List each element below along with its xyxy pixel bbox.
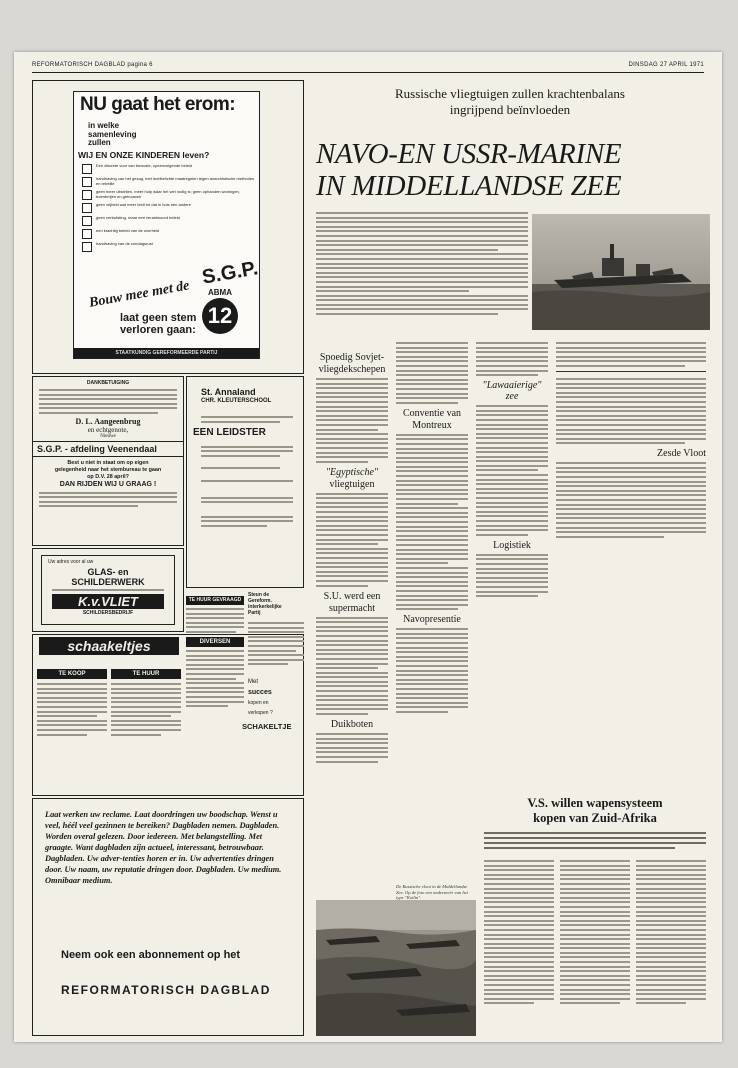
text-line: [201, 421, 280, 423]
subhead-egyptische: "Egyptische": [325, 466, 379, 478]
vote-line: gelegenheid naar het stembureau te gaan: [54, 466, 162, 473]
vote-line: Best u niet in staat om op eigen: [67, 459, 149, 466]
text-line: [201, 450, 293, 452]
checkbox-icon: [82, 177, 92, 187]
checklist-item: geen vrijheid wat meer leidt tot dat in huis een andere: [82, 203, 257, 213]
text-line: [39, 496, 177, 498]
fleet-photo: [316, 900, 476, 1036]
vliet-title-1: GLAS- en: [87, 567, 129, 577]
text-line: [39, 407, 177, 409]
aside-brand: SCHAKELTJE: [242, 722, 292, 732]
checklist-item: een krachtig beleid van de overheid: [82, 229, 257, 239]
checkbox-icon: [82, 229, 92, 239]
checkbox-icon: [82, 164, 92, 174]
aside-succes: succes: [248, 689, 272, 697]
article-lede: [316, 212, 528, 318]
dank-names: D. L. Aangeenbrug: [75, 416, 141, 426]
kicker-line-1: Russische vliegtuigen zullen krachtenbalans: [395, 86, 625, 101]
annaland-body: [201, 446, 293, 527]
text-line: [201, 501, 293, 503]
promo-text: Laat werken uw reclame. Laat doordringen uw boodschap. Wenst u veel, héél veel gezinnen te bereiken? Dagbladen nemen. Dagbladen. Worden overal gelezen. Door iedereen. Met belangstelling. Met graagte. Want dagbladen zijn actueel, interessant, betrouwbaar. Dagbladen. Uw adver-tenties horen er in. Uw advertenties dringen door. Uw naam, uw reputatie dringen door. Dagbladen. Uw medium. Omnibaar medium.: [45, 810, 282, 885]
text-line: [39, 403, 177, 405]
warship-image: [532, 214, 710, 330]
article-kicker: [314, 86, 706, 118]
text-line: [201, 520, 293, 522]
checklist-item: Een discrete voor van bewuste, opeenvolgende beleid: [82, 164, 257, 174]
text-line: [201, 516, 293, 518]
te-koop-text: [37, 683, 107, 738]
text-line: [201, 467, 280, 469]
second-title-1: V.S. willen wapensysteem: [527, 796, 663, 810]
text-line: [201, 416, 293, 418]
checkbox-icon: [82, 190, 92, 200]
ad-checklist: [82, 164, 257, 255]
text-line: [201, 446, 293, 448]
vliet-text: [52, 589, 164, 591]
text-line: [201, 497, 293, 499]
vote-line: DAN RIJDEN WIJ U GRAAG !: [59, 480, 157, 488]
aside-verkopen: verkopen ?: [248, 710, 273, 717]
article-title: [316, 138, 708, 202]
vote-text: [39, 492, 177, 508]
te-huur-text: [111, 683, 181, 738]
text-line: [39, 398, 177, 400]
aside-kopen: kopen en: [248, 700, 269, 707]
ad-slogan: Bouw mee met de: [88, 278, 191, 311]
te-koop-header: TE KOOP: [37, 669, 107, 679]
text-line: [39, 505, 138, 507]
subhead-conventie-2: Montreux: [412, 419, 452, 431]
dankbetuiging-ad: [32, 376, 184, 546]
subhead-conventie: Conventie van: [402, 407, 462, 419]
vliet-ad: [32, 548, 184, 632]
schakeltjes-logo: schaakeltjes: [39, 637, 179, 655]
vliet-name: K.v.VLIET: [52, 594, 164, 609]
aside-text: [248, 622, 304, 665]
newspaper-page: [14, 52, 722, 1042]
gevraagd-text: [186, 608, 244, 633]
title-line-1: NAVO-EN USSR-MARINE: [316, 138, 622, 170]
second-article-lede: [484, 832, 706, 852]
aside-met: Met: [248, 679, 259, 686]
diversen-header: DIVERSEN: [186, 637, 244, 647]
second-article-col-3: [636, 860, 706, 1007]
subhead-su: S.U. werd een: [323, 590, 381, 602]
text-line: [201, 480, 293, 482]
text-line: [39, 492, 177, 494]
vote-line: op D.V. 28 april?: [87, 473, 129, 480]
ad-list-label: ABMA: [208, 288, 232, 297]
text-line: [39, 389, 177, 391]
text-line: [39, 501, 177, 503]
dank-place: Nieuwe: [100, 433, 116, 439]
dank-names-2: en echtgenote,: [87, 425, 129, 434]
subhead-spoedig: Spoedig Sovjet-: [319, 352, 385, 363]
title-line-2: IN MIDDELLANDSE ZEE: [316, 170, 622, 202]
annaland-title: St. Annaland: [201, 387, 256, 397]
checklist-item: geen meer uitstellen, meer hulp waar het wel nodig is; geen ophanden woningen, boerderijen en gebouwen: [82, 190, 257, 200]
ad-footer-bar: STAATKUNDIG GEREFORMEERDE PARTIJ: [74, 348, 259, 358]
aside-steun: [248, 592, 304, 616]
te-huur-header: TE HUUR: [111, 669, 181, 679]
list-number-text: 12: [207, 303, 233, 328]
dank-text: [39, 389, 177, 414]
fleet-photo-caption: De Russische vloot in de Middellandse Zee. Op de foto een onderzeeër van het type "Kotlin".: [396, 884, 468, 901]
promo-paper: REFORMATORISCH DAGBLAD: [61, 983, 271, 997]
closing-line-2: verloren gaan:: [120, 324, 196, 336]
ad-sub-1: in welke: [88, 121, 120, 130]
text-line: [201, 455, 280, 457]
checkbox-icon: [82, 242, 92, 252]
fleet-image: [316, 900, 476, 1036]
closing-line-1: laat geen stem: [120, 312, 197, 324]
checklist-item: handhaving van de zondagsrust: [82, 242, 257, 252]
vliet-top: Uw adres voor al uw: [48, 559, 94, 565]
diversen-text: [186, 650, 244, 707]
te-huur-gevraagd-col: [186, 596, 244, 790]
running-header: [32, 62, 704, 74]
second-title-2: kopen van Zuid-Afrika: [533, 811, 657, 825]
checkbox-icon: [82, 203, 92, 213]
text-line: [201, 525, 267, 527]
article-col-4: [556, 342, 706, 540]
sgp-ad: [32, 80, 304, 374]
aside-line: Steun de: [248, 592, 270, 598]
te-huur-gevraagd-header: TE HUUR GEVRAAGD: [186, 596, 244, 605]
subhead-egyptische-2: vliegtuigen: [329, 478, 375, 490]
aside-line: Gereform. interkerkelijke: [248, 598, 282, 610]
checkbox-icon: [82, 216, 92, 226]
annaland-ad: [186, 376, 304, 588]
subhead-spoedig-2: vliegdekschepen: [318, 364, 386, 375]
kicker-line-2: ingrijpend beïnvloeden: [449, 102, 571, 117]
warship-photo: [532, 214, 710, 330]
article-col-3: [476, 342, 548, 600]
text-line: [39, 394, 177, 396]
ad-party: S.G.P.: [200, 257, 260, 289]
dank-title: DANKBETUIGING: [86, 380, 130, 386]
second-article-title: [482, 796, 708, 826]
checklist-item: geen verkwisting, maar een verantwoord beleid: [82, 216, 257, 226]
annaland-heading: EEN LEIDSTER: [193, 426, 266, 438]
schakeltjes-aside: [242, 592, 304, 792]
aside-line: Partij: [248, 610, 261, 616]
vliet-sub: SCHILDERSBEDRIJF: [82, 609, 134, 616]
header-date: DINSDAG 27 APRIL 1971: [628, 62, 704, 68]
promo-cta: Neem ook een abonnement op het: [61, 949, 241, 961]
ad-sub-3: zullen: [88, 138, 111, 147]
subhead-logistiek: Logistiek: [493, 539, 531, 551]
subhead-navopresentie: Navopresentie: [403, 614, 461, 626]
text-line: [52, 589, 164, 591]
text-line: [39, 412, 158, 414]
vote-offer: [33, 460, 183, 488]
subhead-duikboten: Duikboten: [330, 719, 374, 731]
subscription-promo: [32, 798, 304, 1036]
checklist-item: handhaving van het gezag, met doelbelichte maatregelen tegen anarchistische methodes en rebellie: [82, 177, 257, 187]
annaland-subtitle: CHR. KLEUTERSCHOOL: [201, 398, 272, 404]
ad-closing: [120, 312, 196, 336]
header-left: REFORMATORISCH DAGBLAD pagina 6: [32, 62, 153, 68]
second-article-col-1: [484, 860, 554, 1007]
subhead-su-2: supermacht: [328, 602, 376, 614]
article-col-1: [316, 352, 388, 765]
ad-subtitle: [88, 122, 136, 148]
ad-list-number: [202, 298, 238, 334]
second-article-col-2: [560, 860, 630, 1007]
ad-question: WIJ EN ONZE KINDEREN leven?: [78, 150, 210, 160]
subhead-zesde: Zesde Vloot: [657, 448, 706, 460]
ad-sub-2: samenleving: [88, 129, 137, 139]
sgp-veenendaal: S.G.P. - afdeling Veenendaal: [37, 443, 157, 454]
article-col-2: [396, 342, 468, 716]
subhead-lawaaierige: "Lawaaierige" zee: [482, 380, 542, 403]
vliet-title-2: SCHILDERWERK: [71, 577, 145, 587]
ad-headline: NU gaat het erom:: [80, 94, 236, 115]
annaland-text: [201, 416, 293, 423]
header-rule: [32, 72, 704, 73]
